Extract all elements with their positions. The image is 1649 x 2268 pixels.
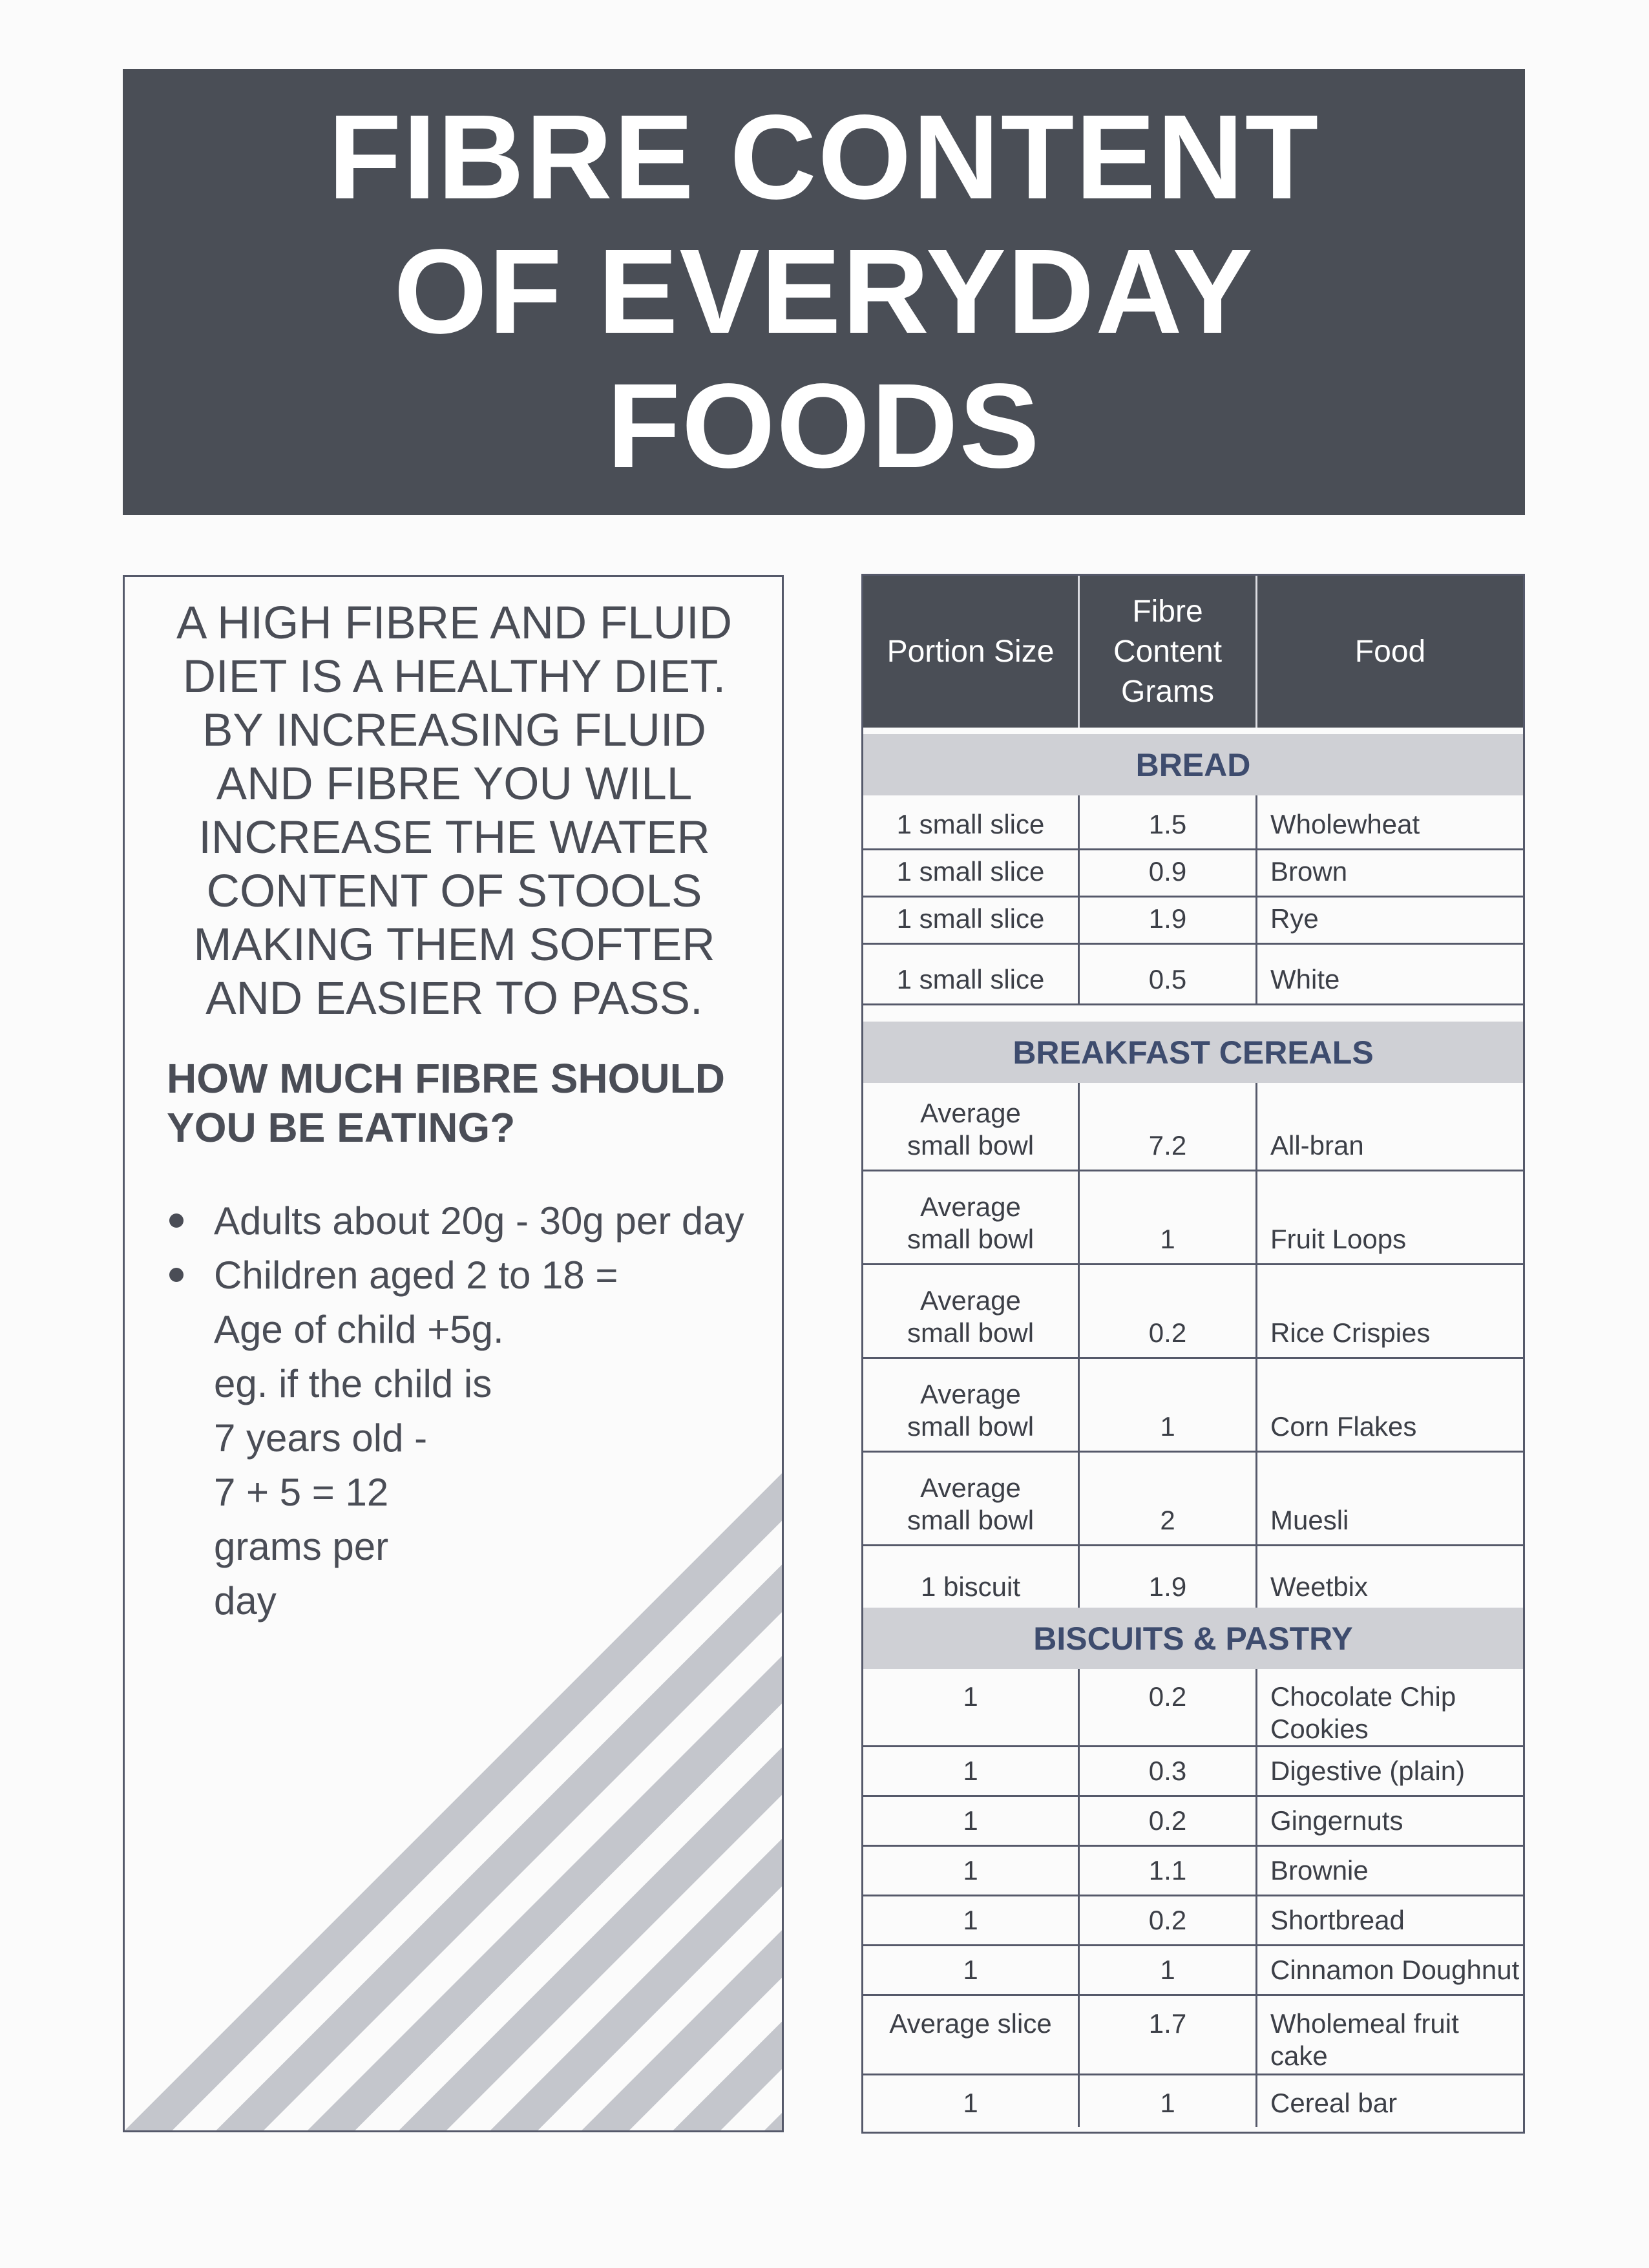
section-header: BREAD [863, 734, 1523, 795]
title-line: FOODS [607, 359, 1041, 493]
food-cell-line: Muesli [1270, 1505, 1349, 1535]
fibre-cell: 0.2 [1080, 1669, 1257, 1745]
food-cell [1257, 945, 1523, 1003]
table-row [863, 1946, 1523, 1996]
table-row [863, 1847, 1523, 1896]
fibre-cell: 0.2 [1080, 1896, 1257, 1944]
portion-cell [863, 1171, 1080, 1263]
header-line: Content [1113, 634, 1223, 669]
portion-cell-line: 1 biscuit [920, 1571, 1021, 1602]
table-row [863, 850, 1523, 898]
bullet-line: 7 + 5 = 12 [214, 1471, 389, 1514]
portion-cell-line: 1 [963, 1805, 978, 1836]
food-cell [1257, 1847, 1523, 1895]
food-cell-line: Weetbix [1270, 1571, 1368, 1602]
title-line: OF EVERYDAY [394, 225, 1254, 359]
food-cell [1257, 2075, 1523, 2127]
intro-text [151, 596, 758, 1025]
portion-cell-line: Average [920, 1285, 1021, 1316]
food-cell-line: Wholewheat [1270, 809, 1420, 839]
fibre-cell: 1 [1080, 1359, 1257, 1451]
food-cell-line: Gingernuts [1270, 1805, 1403, 1836]
table-row [863, 945, 1523, 1005]
intro-line: AND EASIER TO PASS. [205, 973, 703, 1024]
intro-line: CONTENT OF STOOLS [206, 866, 702, 917]
food-cell-line: Fruit Loops [1270, 1224, 1407, 1254]
table-row [863, 1171, 1523, 1265]
food-cell-line: Corn Flakes [1270, 1411, 1417, 1442]
food-cell-line: Shortbread [1270, 1905, 1405, 1935]
food-cell-line: Wholemeal fruit [1270, 2008, 1459, 2039]
bullet-item [167, 1194, 748, 1248]
portion-cell [863, 850, 1080, 896]
food-cell-line: Cereal bar [1270, 2088, 1398, 2118]
title-banner [123, 69, 1525, 515]
question-line: YOU BE EATING? [167, 1104, 516, 1151]
food-cell [1257, 1747, 1523, 1795]
table-row [863, 898, 1523, 945]
portion-cell-line: small bowl [907, 1130, 1035, 1160]
food-cell-line: Chocolate Chip [1270, 1681, 1456, 1712]
bullet-dot-icon [169, 1213, 184, 1228]
portion-cell [863, 1996, 1080, 2074]
fibre-cell: 1.7 [1080, 1996, 1257, 2074]
header-fibre-content [1080, 576, 1257, 728]
fibre-cell: 1.9 [1080, 1546, 1257, 1611]
intro-line: INCREASE THE WATER [198, 812, 710, 863]
food-cell [1257, 795, 1523, 848]
intro-line: MAKING THEM SOFTER [193, 919, 715, 971]
header-portion-size [863, 576, 1080, 728]
table-row [863, 1669, 1523, 1747]
table-row [863, 1453, 1523, 1546]
section-header: BISCUITS & PASTRY [863, 1608, 1523, 1669]
bullet-line: Children aged 2 to 18 = [214, 1254, 618, 1297]
portion-cell [863, 1896, 1080, 1944]
fibre-cell: 1.1 [1080, 1847, 1257, 1895]
bullet-line: 7 years old - [214, 1416, 428, 1460]
portion-cell-line: 1 [963, 1756, 978, 1786]
portion-cell-line: Average [920, 1379, 1021, 1409]
section-header: BREAKFAST CEREALS [863, 1022, 1523, 1083]
portion-cell-line: small bowl [907, 1318, 1035, 1348]
table-row [863, 1546, 1523, 1613]
portion-cell [863, 1747, 1080, 1795]
portion-cell-line: Average slice [889, 2008, 1052, 2039]
fibre-cell: 1.5 [1080, 795, 1257, 848]
food-cell [1257, 1797, 1523, 1845]
portion-cell [863, 1847, 1080, 1895]
table-row [863, 1265, 1523, 1359]
fibre-cell: 1 [1080, 2075, 1257, 2127]
fibre-cell: 0.5 [1080, 945, 1257, 1003]
portion-cell-line: Average [920, 1192, 1021, 1222]
bullet-line: Adults about 20g - 30g per day [214, 1199, 744, 1243]
portion-cell-line: Average [920, 1473, 1021, 1503]
portion-cell-line: small bowl [907, 1224, 1035, 1254]
fibre-table [861, 574, 1525, 2134]
fibre-cell: 0.9 [1080, 850, 1257, 896]
title-line: FIBRE CONTENT [328, 90, 1320, 224]
food-cell-line: All-bran [1270, 1130, 1364, 1160]
food-cell [1257, 1546, 1523, 1611]
portion-cell [863, 898, 1080, 943]
food-cell-line: Brown [1270, 856, 1348, 887]
bullet-item [167, 1248, 748, 1628]
table-row [863, 1896, 1523, 1946]
bullet-dot-icon [169, 1268, 184, 1282]
food-cell [1257, 1946, 1523, 1994]
intro-line: A HIGH FIBRE AND FLUID [176, 598, 733, 649]
portion-cell-line: small bowl [907, 1505, 1035, 1535]
portion-cell-line: Average [920, 1098, 1021, 1128]
fibre-cell: 7.2 [1080, 1083, 1257, 1170]
portion-cell [863, 1797, 1080, 1845]
intro-line: AND FIBRE YOU WILL [216, 759, 693, 810]
table-header [863, 576, 1523, 728]
food-cell [1257, 1265, 1523, 1357]
bullet-line: eg. if the child is [214, 1362, 492, 1405]
header-line: Fibre [1132, 594, 1203, 629]
portion-cell-line: 1 small slice [896, 809, 1045, 839]
food-cell [1257, 1083, 1523, 1170]
food-cell-line: Digestive (plain) [1270, 1756, 1465, 1786]
bullet-line: grams per [214, 1525, 389, 1568]
food-cell [1257, 1171, 1523, 1263]
food-cell [1257, 1996, 1523, 2074]
food-cell-line: Rye [1270, 903, 1319, 934]
portion-cell [863, 1453, 1080, 1544]
question-line: HOW MUCH FIBRE SHOULD [167, 1055, 725, 1102]
portion-cell [863, 1359, 1080, 1451]
header-line: Portion Size [887, 634, 1055, 669]
portion-cell [863, 795, 1080, 848]
food-cell [1257, 1896, 1523, 1944]
portion-cell-line: 1 small slice [896, 964, 1045, 994]
fibre-cell: 1.9 [1080, 898, 1257, 943]
header-line: Grams [1121, 674, 1214, 709]
portion-cell-line: 1 small slice [896, 903, 1045, 934]
fibre-cell: 0.2 [1080, 1797, 1257, 1845]
food-cell [1257, 898, 1523, 943]
portion-cell-line: 1 [963, 1681, 978, 1712]
table-row [863, 1996, 1523, 2075]
portion-cell [863, 1546, 1080, 1611]
food-cell [1257, 1359, 1523, 1451]
portion-cell [863, 1669, 1080, 1745]
info-panel [123, 575, 784, 2132]
header-food [1257, 576, 1523, 728]
question-heading [167, 1054, 748, 1152]
bullet-line: Age of child +5g. [214, 1308, 504, 1351]
bullet-line: day [214, 1579, 277, 1622]
header-line: Food [1354, 634, 1426, 669]
fibre-cell: 0.3 [1080, 1747, 1257, 1795]
bullet-list [167, 1194, 748, 1628]
food-cell-line: Brownie [1270, 1855, 1369, 1885]
portion-cell-line: 1 small slice [896, 856, 1045, 887]
table-row [863, 2075, 1523, 2127]
portion-cell [863, 945, 1080, 1003]
intro-line: BY INCREASING FLUID [202, 705, 706, 756]
food-cell [1257, 1669, 1523, 1745]
food-cell-line: White [1270, 964, 1340, 994]
intro-line: DIET IS A HEALTHY DIET. [182, 651, 726, 702]
food-cell-line: cake [1270, 2041, 1328, 2071]
food-cell [1257, 850, 1523, 896]
food-cell-line: Rice Crispies [1270, 1318, 1431, 1348]
food-cell [1257, 1453, 1523, 1544]
fibre-cell: 1 [1080, 1946, 1257, 1994]
fibre-cell: 2 [1080, 1453, 1257, 1544]
table-row [863, 1359, 1523, 1453]
portion-cell-line: 1 [963, 2088, 978, 2118]
table-row [863, 1083, 1523, 1171]
table-row [863, 1747, 1523, 1797]
fibre-cell: 1 [1080, 1171, 1257, 1263]
portion-cell-line: 1 [963, 1905, 978, 1935]
portion-cell [863, 1265, 1080, 1357]
table-row [863, 1797, 1523, 1847]
portion-cell-line: 1 [963, 1855, 978, 1885]
fibre-cell: 0.2 [1080, 1265, 1257, 1357]
food-cell-line: Cinnamon Doughnut [1270, 1955, 1520, 1985]
portion-cell [863, 2075, 1080, 2127]
food-cell-line: Cookies [1270, 1714, 1369, 1744]
portion-cell [863, 1946, 1080, 1994]
portion-cell [863, 1083, 1080, 1170]
table-row [863, 795, 1523, 850]
portion-cell-line: small bowl [907, 1411, 1035, 1442]
portion-cell-line: 1 [963, 1955, 978, 1985]
